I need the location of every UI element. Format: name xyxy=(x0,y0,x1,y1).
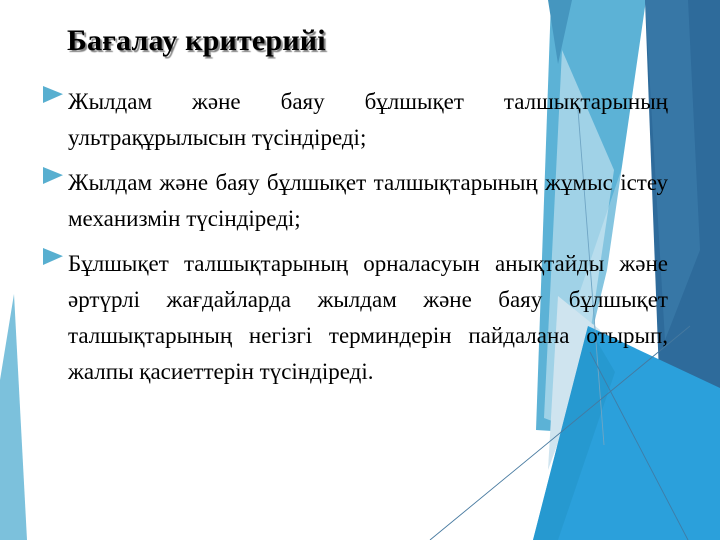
list-item xyxy=(43,246,668,390)
slide-title: Бағалау критерийі xyxy=(67,24,326,57)
bullet-text: Бұлшықет талшықтарының орналасуын анықтайды және әртүрлі жағдайларда жылдам және баяу бұлшықет талшықтарының негізгі терминдерін пайдалана отырып, жалпы қасиеттерін түсіндіреді. xyxy=(68,251,668,384)
bullet-arrow-icon xyxy=(43,248,63,265)
bullet-text: Жылдам және баяу бұлшықет талшықтарының ультрақұрылысын түсіндіреді; xyxy=(68,89,668,150)
list-item xyxy=(43,165,668,237)
decor-left-wedge xyxy=(0,294,27,540)
bullet-arrow-icon xyxy=(43,86,63,103)
bullet-text: Жылдам және баяу бұлшықет талшықтарының жұмыс істеу механизмін түсіндіреді; xyxy=(68,170,668,231)
bullet-list xyxy=(43,84,668,399)
bullet-arrow-icon xyxy=(43,167,63,184)
list-item xyxy=(43,84,668,156)
